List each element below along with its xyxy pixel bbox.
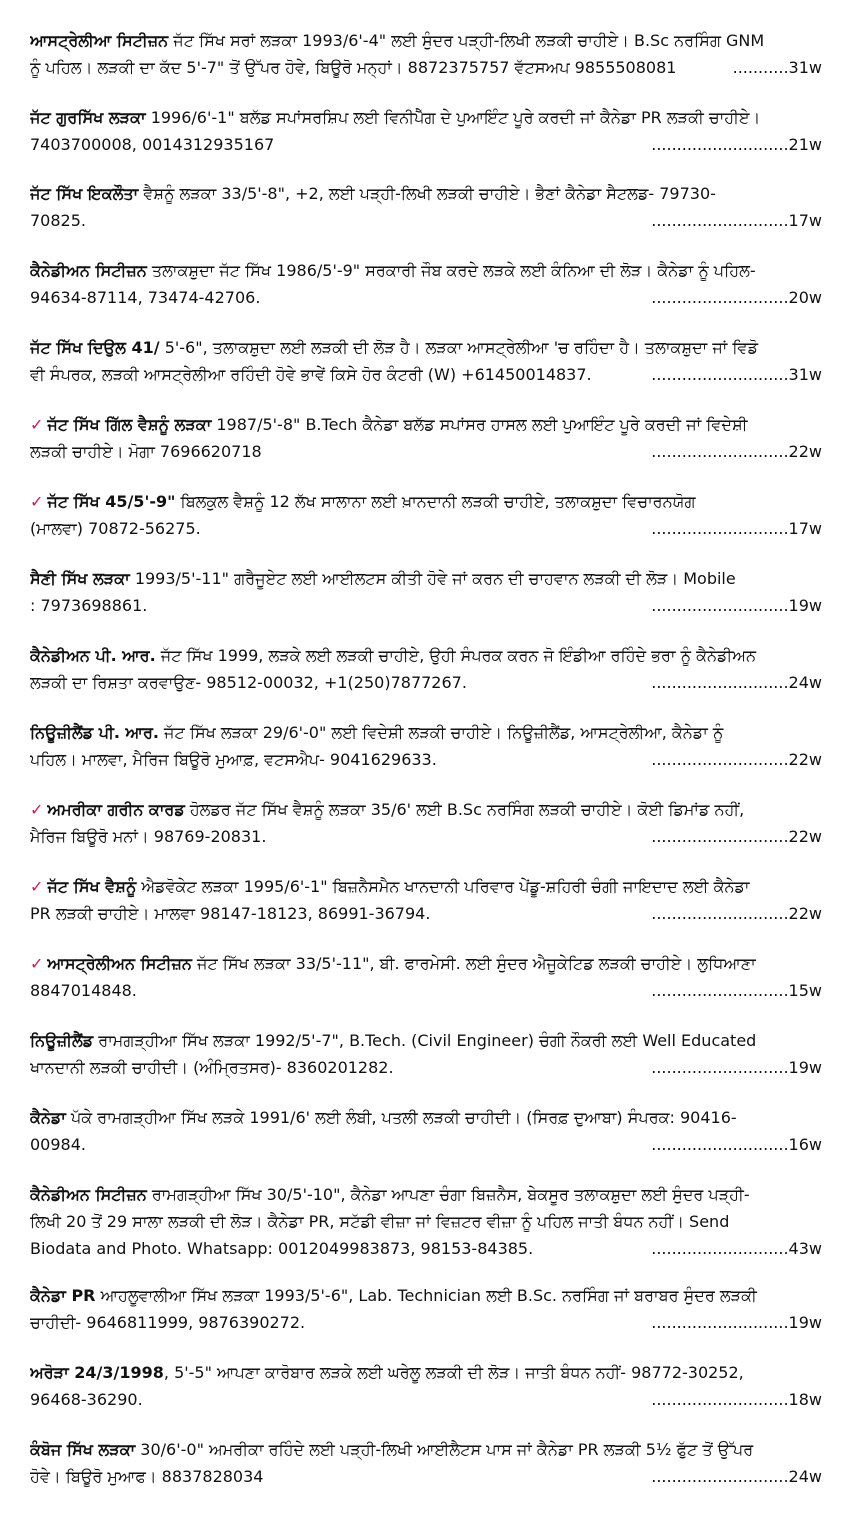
listing-item — [30, 489, 822, 545]
listing-line-2 — [30, 285, 822, 311]
listing-headline: ਜੱਟ ਸਿੱਖ 45/5'-9" — [47, 492, 176, 511]
listing-line-2 — [30, 670, 822, 696]
listing-line-2 — [30, 1209, 822, 1235]
listing-item — [30, 720, 822, 776]
listing-text: ਵੀ ਸੰਪਰਕ, ਲੜਕੀ ਆਸਟ੍ਰੇਲੀਆ ਰਹਿੰਦੀ ਹੋਵੇ ਭਾਵੇਂ ਕਿਸੇ ਹੋਰ ਕੰਟਰੀ (W) +61450014837. — [30, 365, 592, 384]
word-count: ...........................21w — [645, 132, 822, 158]
listing-headline: ਆਸਟ੍ਰੇਲੀਆ ਸਿਟੀਜ਼ਨ — [30, 31, 169, 50]
listing-headline: ਕੈਨੇਡੀਅਨ ਸਿਟੀਜ਼ਨ — [30, 261, 147, 280]
word-count: ...........................15w — [645, 978, 822, 1004]
listing-item — [30, 1360, 822, 1416]
word-count: ...........................24w — [645, 1464, 822, 1490]
word-count: ...........................17w — [645, 208, 822, 234]
listing-text: 94634-87114, 73474-42706. — [30, 288, 261, 307]
listing-text: ਜੱਟ ਸਿੱਖ ਸਰਾਂ ਲੜਕਾ 1993/6'-4" ਲਈ ਸੁੰਦਰ ਪੜ੍ਹੀ-ਲਿਖੀ ਲੜਕੀ ਚਾਹੀਏ। B.Sc ਨਰਸਿੰਗ GNM — [168, 31, 765, 50]
listing-headline: ਜੱਟ ਗੁਰਸਿੱਖ ਲੜਕਾ — [30, 108, 146, 127]
listing-line-1 — [30, 1182, 822, 1208]
listing-text: ਚਾਹੀਦੀ- 9646811999, 9876390272. — [30, 1313, 306, 1332]
listing-line-1 — [30, 566, 822, 592]
listing-line-1 — [30, 412, 822, 438]
listing-text: ਮੈਰਿਜ ਬਿਊਰੋ ਮਨਾਂ। 98769-20831. — [30, 827, 267, 846]
listing-headline: ਕੈਨੇਡਾ — [30, 1108, 66, 1127]
listing-line-1 — [30, 720, 822, 746]
listing-text: 1987/5'-8" B.Tech ਕੈਨੇਡਾ ਬਲੱਡ ਸਪਾਂਸਰ ਹਾਸਲ ਲਈ ਪੁਆਇੰਟ ਪੂਰੇ ਕਰਦੀ ਜਾਂ ਵਿਦੇਸ਼ੀ — [211, 415, 748, 434]
word-count: ...........................18w — [645, 1387, 822, 1413]
listing-headline: ਜੱਟ ਸਿੱਖ ਵੈਸ਼ਨੂੰ — [47, 877, 137, 896]
listing-text: ਆਹਲੂਵਾਲੀਆ ਸਿੱਖ ਲੜਕਾ 1993/5'-6", Lab. Technician ਲਈ B.Sc. ਨਰਸਿੰਗ ਜਾਂ ਬਰਾਬਰ ਸੁੰਦਰ ਲੜਕੀ — [95, 1286, 757, 1305]
check-mark-icon: ✓ — [30, 492, 44, 511]
listing-line-1 — [30, 335, 822, 361]
listing-headline: ਕੈਨੇਡੀਅਨ ਪੀ. ਆਰ. — [30, 646, 156, 665]
listing-line-1 — [30, 181, 822, 207]
listing-text: ਤਲਾਕਸ਼ੁਦਾ ਜੱਟ ਸਿੱਖ 1986/5'-9" ਸਰਕਾਰੀ ਜੌਬ ਕਰਦੇ ਲੜਕੇ ਲਈ ਕੰਨਿਆ ਦੀ ਲੋੜ। ਕੈਨੇਡਾ ਨੂੰ ਪਹਿਲ- — [146, 261, 756, 280]
listing-headline: ਨਿਊਜ਼ੀਲੈਂਡ ਪੀ. ਆਰ. — [30, 723, 159, 742]
word-count: ...........................22w — [645, 824, 822, 850]
listing-item — [30, 1182, 822, 1264]
listing-text: 7403700008, 0014312935167 — [30, 135, 275, 154]
listing-line-2 — [30, 1132, 822, 1158]
listing-line-2 — [30, 901, 822, 927]
check-mark-icon: ✓ — [30, 877, 44, 896]
listing-line-2 — [30, 208, 822, 234]
listing-text: , 5'-5" ਆਪਣਾ ਕਾਰੋਬਾਰ ਲੜਕੇ ਲਈ ਘਰੇਲੂ ਲੜਕੀ ਦੀ ਲੋੜ। ਜਾਤੀ ਬੰਧਨ ਨਹੀਂ- 98772-30252, — [163, 1363, 744, 1382]
word-count: ...........................22w — [645, 747, 822, 773]
listing-text: 1993/5'-11" ਗਰੈਜੂਏਟ ਲਈ ਆਈਲਟਸ ਕੀਤੀ ਹੋਵੇ ਜਾਂ ਕਰਨ ਦੀ ਚਾਹਵਾਨ ਲੜਕੀ ਦੀ ਲੋੜ। Mobile — [129, 569, 736, 588]
listing-line-2 — [30, 1055, 822, 1081]
listing-line-2 — [30, 439, 822, 465]
listing-headline: ਕੰਬੋਜ ਸਿੱਖ ਲੜਕਾ — [30, 1440, 136, 1459]
check-mark-icon: ✓ — [30, 954, 44, 973]
listing-text: : 7973698861. — [30, 596, 148, 615]
listing-line-1 — [30, 1437, 822, 1463]
listing-line-1 — [30, 1360, 822, 1386]
listing-text: ਰਾਮਗੜ੍ਹੀਆ ਸਿੱਖ 30/5'-10", ਕੈਨੇਡਾ ਆਪਣਾ ਚੰਗਾ ਬਿਜ਼ਨੈਸ, ਬੇਕਸੂਰ ਤਲਾਕਸ਼ੁਦਾ ਲਈ ਸੁੰਦਰ ਪੜ੍ਹੀ- — [146, 1185, 750, 1204]
listing-item — [30, 28, 822, 84]
listing-item — [30, 643, 822, 699]
listing-item — [30, 181, 822, 237]
listing-text: 70825. — [30, 211, 86, 230]
listing-item — [30, 1105, 822, 1161]
listing-text: (ਮਾਲਵਾ) 70872-56275. — [30, 519, 201, 538]
word-count: ...........................19w — [645, 593, 822, 619]
listing-text: ਜੱਟ ਸਿੱਖ 1999, ਲੜਕੇ ਲਈ ਲੜਕੀ ਚਾਹੀਏ, ਉਹੀ ਸੰਪਰਕ ਕਰਨ ਜੋ ਇੰਡੀਆ ਰਹਿੰਦੇ ਭਰਾ ਨੂੰ ਕੈਨੇਡੀਅਨ — [155, 646, 756, 665]
listing-line-1 — [30, 1028, 822, 1054]
listing-item — [30, 1028, 822, 1084]
listing-item — [30, 1283, 822, 1339]
listing-text: 30/6'-0" ਅਮਰੀਕਾ ਰਹਿੰਦੇ ਲਈ ਪੜ੍ਹੀ-ਲਿਖੀ ਆਈਲੈਟਸ ਪਾਸ ਜਾਂ ਕੈਨੇਡਾ PR ਲੜਕੀ 5½ ਫੁੱਟ ਤੋਂ ਉੱਪਰ — [135, 1440, 754, 1459]
word-count: ...........................20w — [645, 285, 822, 311]
listing-text: ਪੱਕੇ ਰਾਮਗੜ੍ਹੀਆ ਸਿੱਖ ਲੜਕੇ 1991/6' ਲਈ ਲੰਬੀ, ਪਤਲੀ ਲੜਕੀ ਚਾਹੀਦੀ। (ਸਿਰਫ਼ ਦੁਆਬਾ) ਸੰਪਰਕ: 90416- — [65, 1108, 737, 1127]
listing-line-2 — [30, 1310, 822, 1336]
listing-text: ਜੱਟ ਸਿੱਖ ਲੜਕਾ 33/5'-11", ਬੀ. ਫਾਰਮੇਸੀ. ਲਈ ਸੁੰਦਰ ਐਜੂਕੇਟਿਡ ਲੜਕੀ ਚਾਹੀਏ। ਲੁਧਿਆਣਾ — [191, 954, 756, 973]
listing-item — [30, 412, 822, 468]
listing-line-1 — [30, 951, 822, 977]
listing-line-2 — [30, 55, 822, 81]
word-count: ...........................19w — [645, 1310, 822, 1336]
listing-line-2 — [30, 747, 822, 773]
listing-line-1 — [30, 28, 822, 54]
listing-item — [30, 105, 822, 161]
listing-line-1 — [30, 1105, 822, 1131]
listing-text: 00984. — [30, 1135, 86, 1154]
word-count: ...........................31w — [645, 362, 822, 388]
listing-text: ਬਿਲਕੁਲ ਵੈਸ਼ਨੂੰ 12 ਲੱਖ ਸਾਲਾਨਾ ਲਈ ਖ਼ਾਨਦਾਨੀ ਲੜਕੀ ਚਾਹੀਏ, ਤਲਾਕਸ਼ੁਦਾ ਵਿਚਾਰਨਯੋਗ — [175, 492, 696, 511]
listing-line-2 — [30, 978, 822, 1004]
listing-line-1 — [30, 643, 822, 669]
listing-line-2 — [30, 362, 822, 388]
listing-headline: ਜੱਟ ਸਿੱਖ ਦਿਉਲ 41/ — [30, 338, 160, 357]
listing-item — [30, 797, 822, 853]
listing-headline: ਕੈਨੇਡਾ PR — [30, 1286, 96, 1305]
listing-item — [30, 335, 822, 391]
listing-line-2 — [30, 1464, 822, 1490]
listing-headline: ਅਰੋੜਾ 24/3/1998 — [30, 1363, 164, 1382]
listing-text: ਜੱਟ ਸਿੱਖ ਲੜਕਾ 29/6'-0" ਲਈ ਵਿਦੇਸ਼ੀ ਲੜਕੀ ਚਾਹੀਏ। ਨਿਊਜ਼ੀਲੈਂਡ, ਆਸਟ੍ਰੇਲੀਆ, ਕੈਨੇਡਾ ਨੂੰ — [158, 723, 724, 742]
word-count: ...........................17w — [645, 516, 822, 542]
listing-text: 96468-36290. — [30, 1390, 143, 1409]
word-count: ...........................24w — [645, 670, 822, 696]
listing-line-3 — [30, 1236, 822, 1262]
listing-line-1 — [30, 105, 822, 131]
listing-headline: ਜੱਟ ਸਿੱਖ ਇਕਲੌਤਾ — [30, 184, 139, 203]
listing-headline: ਆਸਟ੍ਰੇਲੀਅਨ ਸਿਟੀਜ਼ਨ — [47, 954, 192, 973]
listing-line-2 — [30, 516, 822, 542]
listing-line-2 — [30, 824, 822, 850]
listing-text: ਖਾਨਦਾਨੀ ਲੜਕੀ ਚਾਹੀਦੀ। (ਅੰਮ੍ਰਿਤਸਰ)- 8360201282. — [30, 1058, 394, 1077]
listing-headline: ਨਿਊਜ਼ੀਲੈਂਡ — [30, 1031, 94, 1050]
listing-headline: ਸੈਣੀ ਸਿੱਖ ਲੜਕਾ — [30, 569, 130, 588]
check-mark-icon: ✓ — [30, 415, 44, 434]
word-count: ...........................22w — [645, 439, 822, 465]
listing-line-1 — [30, 797, 822, 823]
listing-text: ਐਡਵੋਕੇਟ ਲੜਕਾ 1995/6'-1" ਬਿਜ਼ਨੈਸਮੈਨ ਖਾਨਦਾਨੀ ਪਰਿਵਾਰ ਪੇਂਡੂ-ਸ਼ਹਿਰੀ ਚੰਗੀ ਜਾਇਦਾਦ ਲਈ ਕੈਨੇਡਾ — [136, 877, 750, 896]
listing-text: 5'-6", ਤਲਾਕਸ਼ੁਦਾ ਲਈ ਲੜਕੀ ਦੀ ਲੋੜ ਹੈ। ਲੜਕਾ ਆਸਟ੍ਰੇਲੀਆ 'ਚ ਰਹਿੰਦਾ ਹੈ। ਤਲਾਕਸ਼ੁਦਾ ਜਾਂ ਵਿਡੋ — [159, 338, 758, 357]
listing-text: Biodata and Photo. Whatsapp: 0012049983873, 98153-84385. — [30, 1239, 534, 1258]
listing-line-2 — [30, 593, 822, 619]
word-count: ...........................16w — [645, 1132, 822, 1158]
listing-line-2 — [30, 132, 822, 158]
listing-headline: ਅਮਰੀਕਾ ਗਰੀਨ ਕਾਰਡ — [47, 800, 185, 819]
word-count: ...........31w — [727, 55, 822, 81]
listing-item — [30, 258, 822, 314]
listing-text: ਪਹਿਲ। ਮਾਲਵਾ, ਮੈਰਿਜ ਬਿਊਰੋ ਮੁਆਫ਼, ਵਟਸਐਪ- 9041629633. — [30, 750, 437, 769]
listing-text: ਲੜਕੀ ਦਾ ਰਿਸ਼ਤਾ ਕਰਵਾਉਣ- 98512-00032, +1(250)7877267. — [30, 673, 467, 692]
listing-text: PR ਲੜਕੀ ਚਾਹੀਏ। ਮਾਲਵਾ 98147-18123, 86991-36794. — [30, 904, 431, 923]
word-count: ...........................22w — [645, 901, 822, 927]
listing-line-2 — [30, 1387, 822, 1413]
listing-item — [30, 951, 822, 1007]
word-count: ...........................43w — [645, 1236, 822, 1262]
listing-text: ਰਾਮਗੜ੍ਹੀਆ ਸਿੱਖ ਲੜਕਾ 1992/5'-7", B.Tech. (Civil Engineer) ਚੰਗੀ ਨੌਕਰੀ ਲਈ Well Educated — [93, 1031, 757, 1050]
listing-item — [30, 1437, 822, 1493]
listing-headline: ਜੱਟ ਸਿੱਖ ਗਿੱਲ ਵੈਸ਼ਨੂੰ ਲੜਕਾ — [47, 415, 212, 434]
listing-line-1 — [30, 874, 822, 900]
listing-text: ਹੋਵੇ। ਬਿਊਰੋ ਮੁਆਫ। 8837828034 — [30, 1467, 264, 1486]
listing-line-1 — [30, 1283, 822, 1309]
listing-text: ਲੜਕੀ ਚਾਹੀਏ। ਮੋਗਾ 7696620718 — [30, 442, 262, 461]
listing-line-1 — [30, 489, 822, 515]
listing-text: 1996/6'-1" ਬਲੱਡ ਸਪਾਂਸਰਸ਼ਿਪ ਲਈ ਵਿਨੀਪੈੱਗ ਦੇ ਪੁਆਇੰਟ ਪੂਰੇ ਕਰਦੀ ਜਾਂ ਕੈਨੇਡਾ PR ਲੜਕੀ ਚਾਹੀਏ। — [145, 108, 761, 127]
listing-item — [30, 874, 822, 930]
listing-item — [30, 566, 822, 622]
listing-text: ਲਿਖੀ 20 ਤੋਂ 29 ਸਾਲਾ ਲੜਕੀ ਦੀ ਲੋੜ। ਕੈਨੇਡਾ PR, ਸਟੱਡੀ ਵੀਜ਼ਾ ਜਾਂ ਵਿਜ਼ਟਰ ਵੀਜ਼ਾ ਨੂੰ ਪਹਿਲ ਜਾਤੀ ਬੰਧਨ ਨਹੀਂ। Send — [30, 1212, 730, 1231]
listing-headline: ਕੈਨੇਡੀਅਨ ਸਿਟੀਜ਼ਨ — [30, 1185, 147, 1204]
listing-text: ਹੋਲਡਰ ਜੱਟ ਸਿੱਖ ਵੈਸ਼ਨੂੰ ਲੜਕਾ 35/6' ਲਈ B.Sc ਨਰਸਿੰਗ ਲੜਕੀ ਚਾਹੀਏ। ਕੋਈ ਡਿਮਾਂਡ ਨਹੀਂ, — [184, 800, 745, 819]
listing-text: 8847014848. — [30, 981, 137, 1000]
word-count: ...........................19w — [645, 1055, 822, 1081]
listing-text: ਨੂੰ ਪਹਿਲ। ਲੜਕੀ ਦਾ ਕੱਦ 5'-7" ਤੋਂ ਉੱਪਰ ਹੋਵੇ, ਬਿਊਰੋ ਮਨ੍ਹਾਂ। 8872375757 ਵੱਟਸਅਪ 9855508081 — [30, 58, 677, 77]
listing-line-1 — [30, 258, 822, 284]
check-mark-icon: ✓ — [30, 800, 44, 819]
listing-text: ਵੈਸ਼ਨੂੰ ਲੜਕਾ 33/5'-8", +2, ਲਈ ਪੜ੍ਹੀ-ਲਿਖੀ ਲੜਕੀ ਚਾਹੀਏ। ਭੈਣਾਂ ਕੈਨੇਡਾ ਸੈਟਲਡ- 79730- — [138, 184, 716, 203]
